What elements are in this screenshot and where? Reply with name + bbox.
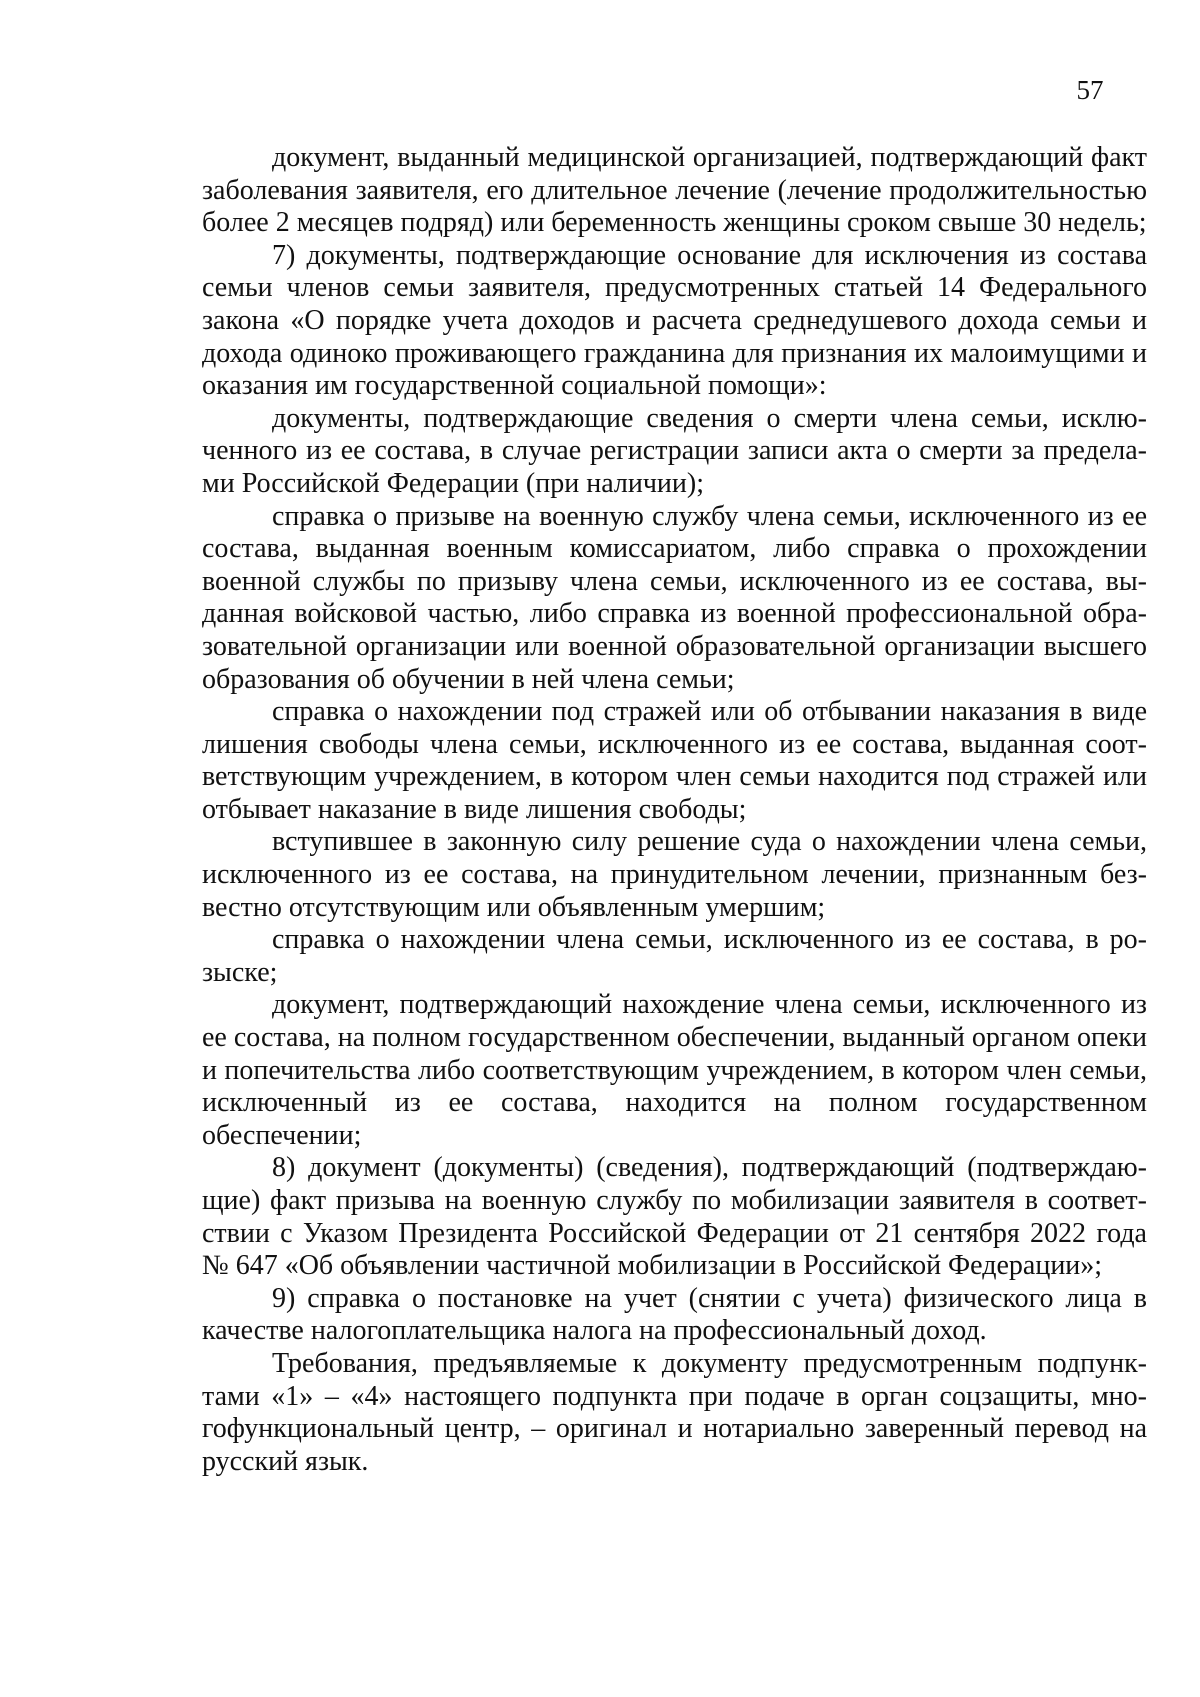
paragraph-requirements: Требования, предъявляемые к документу предусмотренным подпунктами «1» – «4» настоящего подпункта при подаче в орган соцзащиты, многофункциональный центр, – оригинал и нотариально заверенный перевод на русский язык. <box>202 1347 1147 1477</box>
paragraph-military-service-certificate: справка о призыве на военную службу члена семьи, исключенного из ее состава, выданная военным комиссариатом, либо справка о прохождении военной службы по призыву члена семьи, исключенного из ее состава, выданная войсковой частью, либо справка из военной профессиональной образовательной организации или военной образовательной организации высшего образования об обучении в ней члена семьи; <box>202 500 1147 695</box>
paragraph-death-documents: документы, подтверждающие сведения о смерти члена семьи, исключенного из ее состава, в случае регистрации записи акта о смерти за пределами Российской Федерации (при наличии); <box>202 402 1147 499</box>
paragraph-state-support-document: документ, подтверждающий нахождение члена семьи, исключенного из ее состава, на полном государственном обеспечении, выданный органом опеки и попечительства либо соответствующим учреждением, в котором член семьи, исключенный из ее состава, находится на полном государственном обеспечении; <box>202 989 1147 1151</box>
paragraph-custody-certificate: справка о нахождении под стражей или об отбывании наказания в виде лишения свободы члена семьи, исключенного из ее состава, выданная соответствующим учреждением, в котором член семьи находится под стражей или отбывает наказание в виде лишения свободы; <box>202 696 1147 825</box>
paragraph-court-decision: вступившее в законную силу решение суда о нахождении члена семьи, исключенного из ее состава, на принудительном лечении, признанным безвестно отсутствующим или объявленным умершим; <box>202 826 1147 923</box>
paragraph-medical-document: документ, выданный медицинской организацией, подтверждающий факт заболевания заявителя, его длительное лечение (лечение продолжительностью более 2 месяцев подряд) или беременность женщины сроком свыше 30 недель; <box>202 142 1147 239</box>
paragraph-item-7: 7) документы, подтверждающие основание для исключения из состава семьи членов семьи заявителя, предусмотренных статьей 14 Федерального закона «О порядке учета доходов и расчета среднедушевого дохода семьи и дохода одиноко проживающего гражданина для признания их малоимущими и оказания им государственной социальной помощи»: <box>202 239 1147 402</box>
page-number: 57 <box>1076 75 1104 105</box>
paragraph-wanted-certificate: справка о нахождении члена семьи, исключенного из ее состава, в розыске; <box>202 924 1147 988</box>
paragraph-item-8: 8) документ (документы) (сведения), подтверждающий (подтверждающие) факт призыва на военную службу по мобилизации заявителя в соответствии с Указом Президента Российской Федерации от 21 сентября 2022 года № 647 «Об объявлении частичной мобилизации в Российской Федерации»; <box>202 1152 1147 1282</box>
document-body <box>202 142 1147 1478</box>
paragraph-item-9: 9) справка о постановке на учет (снятии с учета) физического лица в качестве налогоплательщика налога на профессиональный доход. <box>202 1282 1147 1347</box>
